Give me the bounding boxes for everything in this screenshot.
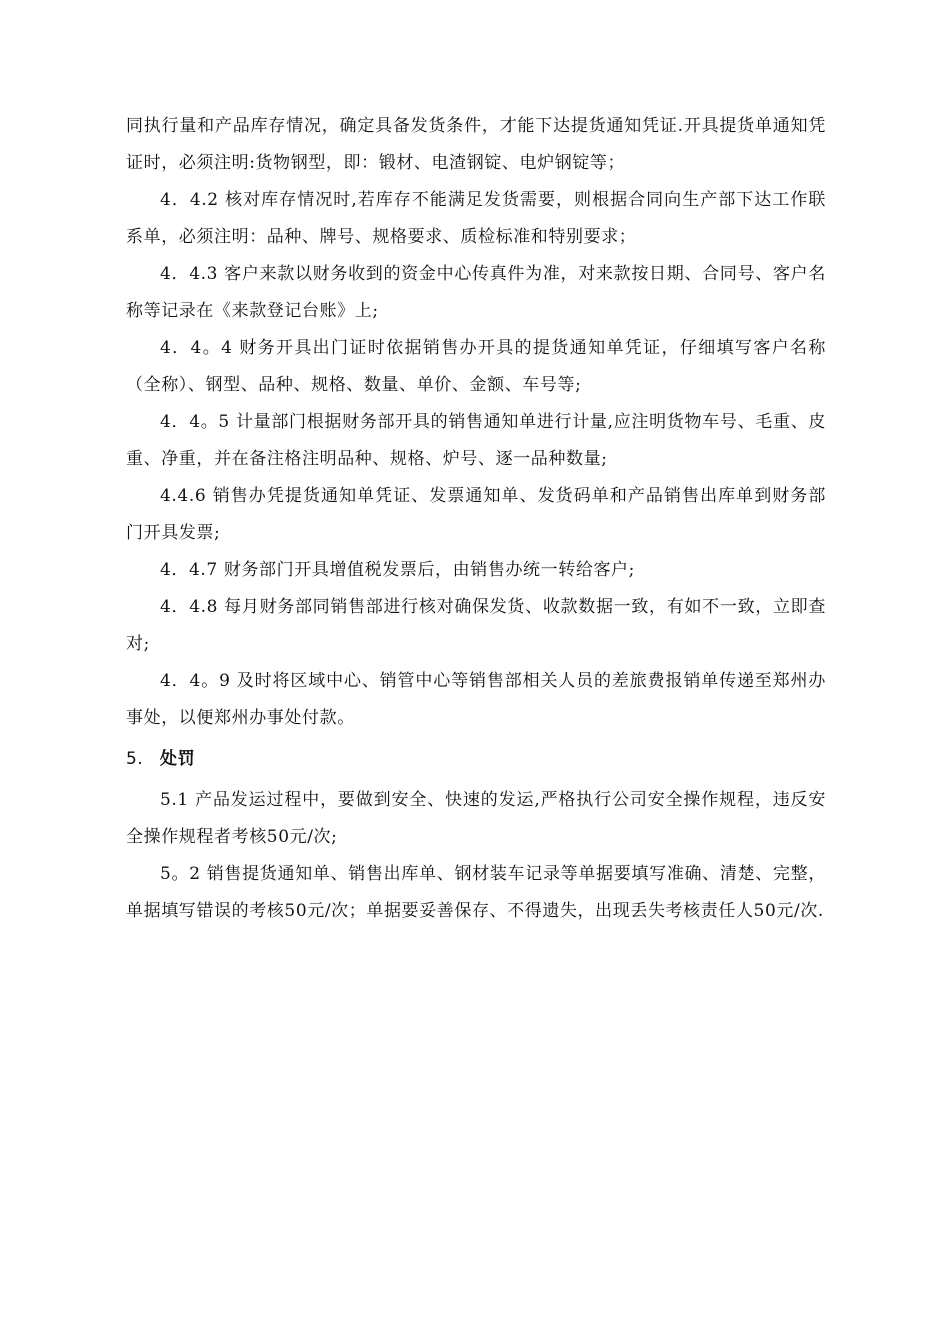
- paragraph-5-1: 5.1 产品发运过程中，要做到安全、快速的发运,严格执行公司安全操作规程，违反安全操作规程者考核50元/次;: [126, 790, 826, 847]
- paragraph-4-4-4: 4．4。4 财务开具出门证时依据销售办开具的提货通知单凭证，仔细填写客户名称（全称）、钢型、品种、规格、数量、单价、金额、车号等;: [126, 338, 826, 395]
- paragraph-4-4-2: 4．4.2 核对库存情况时,若库存不能满足发货需要，则根据合同向生产部下达工作联系单，必须注明：品种、牌号、规格要求、质检标准和特别要求；: [126, 190, 826, 247]
- paragraph-4-4-1-continued: 同执行量和产品库存情况，确定具备发货条件，才能下达提货通知凭证.开具提货单通知凭证时，必须注明:货物钢型，即：锻材、电渣钢锭、电炉钢锭等；: [126, 116, 826, 173]
- paragraph-4-4-3: 4．4.3 客户来款以财务收到的资金中心传真件为准，对来款按日期、合同号、客户名称等记录在《来款登记台账》上;: [126, 264, 826, 321]
- section-heading-penalty: [126, 741, 826, 778]
- paragraph-5-2: 5。2 销售提货通知单、销售出库单、钢材装车记录等单据要填写准确、清楚、完整，单据填写错误的考核50元/次；单据要妥善保存、不得遗失，出现丢失考核责任人50元/次.: [126, 864, 826, 921]
- paragraph-4-4-8: 4．4.8 每月财务部同销售部进行核对确保发货、收款数据一致，有如不一致，立即查对;: [126, 597, 826, 654]
- paragraph-4-4-9: 4．4。9 及时将区域中心、销管中心等销售部相关人员的差旅费报销单传递至郑州办事处，以便郑州办事处付款。: [126, 671, 826, 728]
- paragraph-4-4-7: 4．4.7 财务部门开具增值税发票后，由销售办统一转给客户;: [160, 560, 635, 580]
- section-number: 5.: [126, 749, 144, 769]
- paragraph-4-4-6: 4.4.6 销售办凭提货通知单凭证、发票通知单、发货码单和产品销售出库单到财务部门开具发票;: [126, 486, 826, 543]
- section-title: 处罚: [160, 749, 196, 769]
- paragraph-4-4-5: 4．4。5 计量部门根据财务部开具的销售通知单进行计量,应注明货物车号、毛重、皮重、净重，并在备注格注明品种、规格、炉号、逐一品种数量;: [126, 412, 826, 469]
- document-body: [126, 108, 826, 930]
